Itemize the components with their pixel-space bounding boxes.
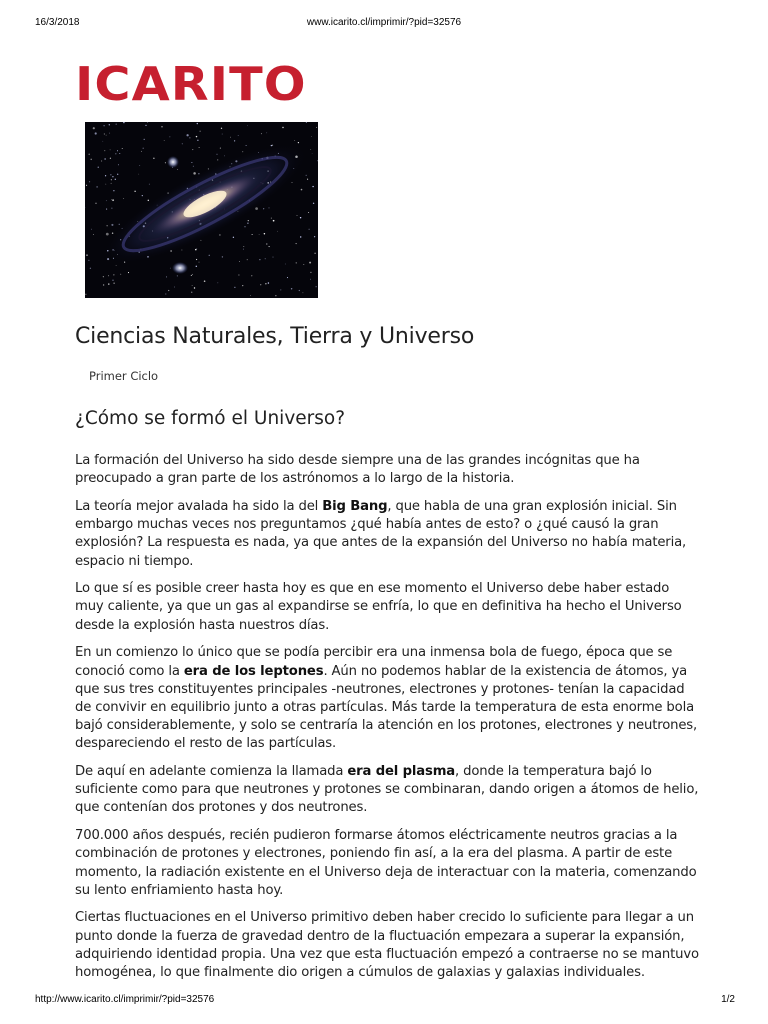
star <box>192 285 193 286</box>
star <box>217 159 218 160</box>
star <box>88 260 89 261</box>
star <box>110 149 111 150</box>
star <box>113 190 114 191</box>
star <box>268 207 269 208</box>
star <box>195 249 197 251</box>
star <box>221 128 222 129</box>
print-url: www.icarito.cl/imprimir/?pid=32576 <box>306 17 462 28</box>
star <box>112 232 113 233</box>
star <box>91 229 92 230</box>
print-header <box>0 17 768 31</box>
galaxy-photo <box>85 122 318 298</box>
star <box>108 275 109 276</box>
star <box>238 135 239 136</box>
star <box>193 172 196 175</box>
star <box>86 185 87 186</box>
star <box>200 240 201 241</box>
star <box>282 127 283 128</box>
star <box>233 237 234 238</box>
star <box>144 139 145 140</box>
star <box>95 203 96 204</box>
paragraph-3: Lo que sí es posible creer hasta hoy es que en ese momento el Universo debe haber estado muy caliente, ya que un gas al expandirse se enfría, lo que en definitiva ha hecho el Universo desde la explosión hasta nuestros días. <box>75 581 682 633</box>
star <box>111 224 113 226</box>
star <box>306 175 307 176</box>
star <box>222 256 223 257</box>
star <box>219 234 220 235</box>
paragraph-5: De aquí en adelante comienza la llamada era del plasma, donde la temperatura bajó lo suficiente como para que neutrones y protones se combinaran, dando origen a átomos de helio, que contenían dos protones y dos neutrones. <box>75 764 699 816</box>
star <box>238 274 239 275</box>
star <box>104 134 105 135</box>
star <box>165 162 166 163</box>
star <box>161 126 162 127</box>
star <box>139 165 140 166</box>
star <box>102 141 103 142</box>
star <box>112 176 113 177</box>
star <box>113 283 114 284</box>
star <box>118 164 119 165</box>
star <box>308 212 309 213</box>
star <box>95 132 97 134</box>
star <box>271 218 272 219</box>
star <box>312 153 313 154</box>
star <box>220 148 221 149</box>
star <box>93 127 95 129</box>
star <box>111 199 112 200</box>
star <box>268 282 270 284</box>
article-heading: ¿Cómo se formó el Universo? <box>75 408 346 429</box>
star <box>273 220 275 222</box>
star <box>259 234 260 235</box>
star <box>164 140 165 141</box>
star <box>189 137 190 138</box>
star <box>153 158 154 159</box>
star <box>111 183 112 184</box>
star <box>313 203 314 204</box>
star <box>86 254 87 255</box>
star <box>204 280 206 282</box>
star <box>287 277 288 278</box>
star <box>311 136 312 137</box>
term-big-bang: Big Bang <box>322 498 388 514</box>
star <box>263 208 264 209</box>
star <box>302 292 303 293</box>
star <box>298 142 299 143</box>
star <box>112 199 114 201</box>
star <box>247 259 248 260</box>
star <box>266 132 267 133</box>
star <box>217 154 218 155</box>
star <box>106 233 109 236</box>
star <box>271 145 272 146</box>
star <box>239 261 240 262</box>
star <box>252 234 253 235</box>
star <box>250 295 251 296</box>
star <box>104 150 105 151</box>
star <box>186 134 188 136</box>
star <box>198 262 199 263</box>
star <box>166 276 167 277</box>
star <box>105 184 106 185</box>
star <box>246 145 247 146</box>
star <box>119 153 120 154</box>
star <box>300 217 301 218</box>
star <box>193 166 194 167</box>
star <box>299 290 300 291</box>
star <box>314 236 315 237</box>
star <box>106 209 107 210</box>
star <box>123 198 124 199</box>
star <box>292 182 293 183</box>
term-era-plasma: era del plasma <box>347 764 456 780</box>
star <box>116 124 117 125</box>
star <box>177 169 178 170</box>
star <box>98 167 99 168</box>
star <box>310 149 311 150</box>
star <box>143 148 144 149</box>
star <box>266 243 267 244</box>
star <box>243 246 244 247</box>
star <box>265 258 266 259</box>
star <box>261 133 262 134</box>
star <box>314 253 315 254</box>
star <box>264 233 265 234</box>
paragraph-1: La formación del Universo ha sido desde siempre una de las grandes incógnitas que ha preocupado a gran parte de los astrónomos a lo largo de la historia. <box>75 453 640 487</box>
star <box>116 265 117 266</box>
star <box>272 257 273 258</box>
star <box>106 200 107 201</box>
star <box>115 153 116 154</box>
star <box>112 280 113 281</box>
star <box>209 255 210 256</box>
paragraph-2: La teoría mejor avalada ha sido la del Big Bang, que habla de una gran explosión inicial. Sin embargo muchas veces nos preguntamos ¿qué había antes de esto? o ¿qué causó la gran explosión? La respuesta es nada, ya que antes de la expansión del Universo no había materia, espacio ni tiempo. <box>75 498 687 569</box>
star <box>103 284 104 285</box>
star <box>142 195 143 196</box>
paragraph-6: 700.000 años después, recién pudieron formarse átomos eléctricamente neutros gracias a la combinación de protones y electrones, poniendo fin así, a la era del plasma. A partir de este momento, la radiación existente en el Universo deja de interactuar con la materia, comenzando su lento enfriamiento hasta hoy. <box>75 828 697 898</box>
star <box>192 149 193 150</box>
star <box>224 156 225 157</box>
star <box>197 140 198 141</box>
star <box>90 159 91 160</box>
star <box>109 133 110 134</box>
star <box>244 226 245 227</box>
star <box>307 179 308 180</box>
star <box>196 259 197 260</box>
star <box>106 135 107 136</box>
star <box>196 248 197 249</box>
star <box>277 231 278 232</box>
page-title: Ciencias Naturales, Tierra y Universo <box>75 324 475 349</box>
star <box>248 220 249 221</box>
star <box>119 224 120 225</box>
paragraph-4: En un comienzo lo único que se podía percibir era una inmensa bola de fuego, época que se conoció como la era de los leptones. Aún no podemos hablar de la existencia de átomos, ya que sus tres constituyentes principales -neutrones, electrones y protones- tenían la capacidad de convivir en equilibrio junto a otras partículas. Más tarde la temperatura de esta enorme bola bajó considerablemente, y solo se centraría la atención en los protones, electrones y neutrones, despareciendo el resto de las partículas. <box>75 645 698 752</box>
star <box>316 286 317 287</box>
star <box>191 292 192 293</box>
star <box>89 181 90 182</box>
star <box>120 274 121 275</box>
star <box>101 160 102 161</box>
star <box>196 266 197 267</box>
star <box>191 275 192 276</box>
star <box>194 287 195 288</box>
star <box>217 282 218 283</box>
star <box>310 279 311 280</box>
star <box>174 286 175 287</box>
star <box>312 186 313 187</box>
star <box>243 249 244 250</box>
star <box>170 137 171 138</box>
star <box>260 284 261 285</box>
star <box>90 268 91 269</box>
star <box>316 127 317 128</box>
star <box>191 162 192 163</box>
star <box>303 264 304 265</box>
star <box>115 179 116 180</box>
star <box>222 134 223 135</box>
star <box>251 275 252 276</box>
star <box>168 290 169 291</box>
star <box>192 274 193 275</box>
star <box>196 136 197 137</box>
footer-url: http://www.icarito.cl/imprimir/?pid=32576 <box>35 994 215 1005</box>
star <box>85 294 86 295</box>
star <box>138 174 139 175</box>
star <box>234 287 235 288</box>
star <box>134 191 135 192</box>
level-tag[interactable]: Primer Ciclo <box>89 369 159 383</box>
print-date: 16/3/2018 <box>35 17 80 28</box>
star <box>247 223 248 224</box>
print-footer <box>0 994 768 1008</box>
star <box>234 140 235 141</box>
star <box>200 131 201 132</box>
star <box>88 153 90 155</box>
star <box>141 151 142 152</box>
star <box>309 262 311 264</box>
paragraph-7: Ciertas fluctuaciones en el Universo primitivo deben haber crecido lo suficiente para llegar a un punto donde la fuerza de gravedad dentro de la fluctuación empezara a superar la expansión, adquiriendo identidad propia. Una vez que esta fluctuación empezó a contraerse no se mantuvo homogénea, lo que finalmente dio origen a cúmulos de galaxias y galaxias individuales. <box>75 910 699 981</box>
star <box>96 186 98 188</box>
star <box>165 293 166 294</box>
star <box>105 175 106 176</box>
star <box>247 125 248 126</box>
star <box>294 140 295 141</box>
star <box>291 288 292 289</box>
star <box>93 234 94 235</box>
star <box>145 125 146 126</box>
star <box>149 184 150 185</box>
star <box>104 158 105 159</box>
star <box>109 124 110 125</box>
star <box>309 229 310 230</box>
term-era-leptones: era de los leptones <box>183 663 324 679</box>
star <box>110 158 111 159</box>
star <box>113 274 114 275</box>
star <box>177 275 178 276</box>
star <box>117 174 118 175</box>
star <box>108 283 109 284</box>
star <box>230 137 231 138</box>
star <box>285 264 286 265</box>
star <box>122 148 123 149</box>
star <box>259 259 260 260</box>
star <box>111 179 112 180</box>
article-body <box>75 452 700 992</box>
star <box>199 147 200 148</box>
star <box>296 215 297 216</box>
star <box>181 250 182 251</box>
star <box>111 208 112 209</box>
page-number: 1/2 <box>721 994 735 1005</box>
star <box>296 243 297 244</box>
star <box>117 150 118 151</box>
star <box>296 262 297 263</box>
star <box>170 268 171 269</box>
star <box>310 272 311 273</box>
star <box>103 125 104 126</box>
star <box>148 200 149 201</box>
star <box>275 295 276 296</box>
star <box>269 246 270 247</box>
star <box>301 189 303 191</box>
star <box>107 225 108 226</box>
star <box>197 123 198 124</box>
star <box>128 272 129 273</box>
star <box>265 283 266 284</box>
star <box>242 285 243 286</box>
star <box>103 276 104 277</box>
star <box>182 143 183 144</box>
galaxy-illustration <box>85 122 318 298</box>
star <box>300 236 301 237</box>
star <box>272 145 273 146</box>
star <box>110 174 111 175</box>
icarito-logo[interactable]: ICARITO <box>75 57 307 111</box>
star <box>280 289 281 290</box>
star <box>242 151 243 152</box>
